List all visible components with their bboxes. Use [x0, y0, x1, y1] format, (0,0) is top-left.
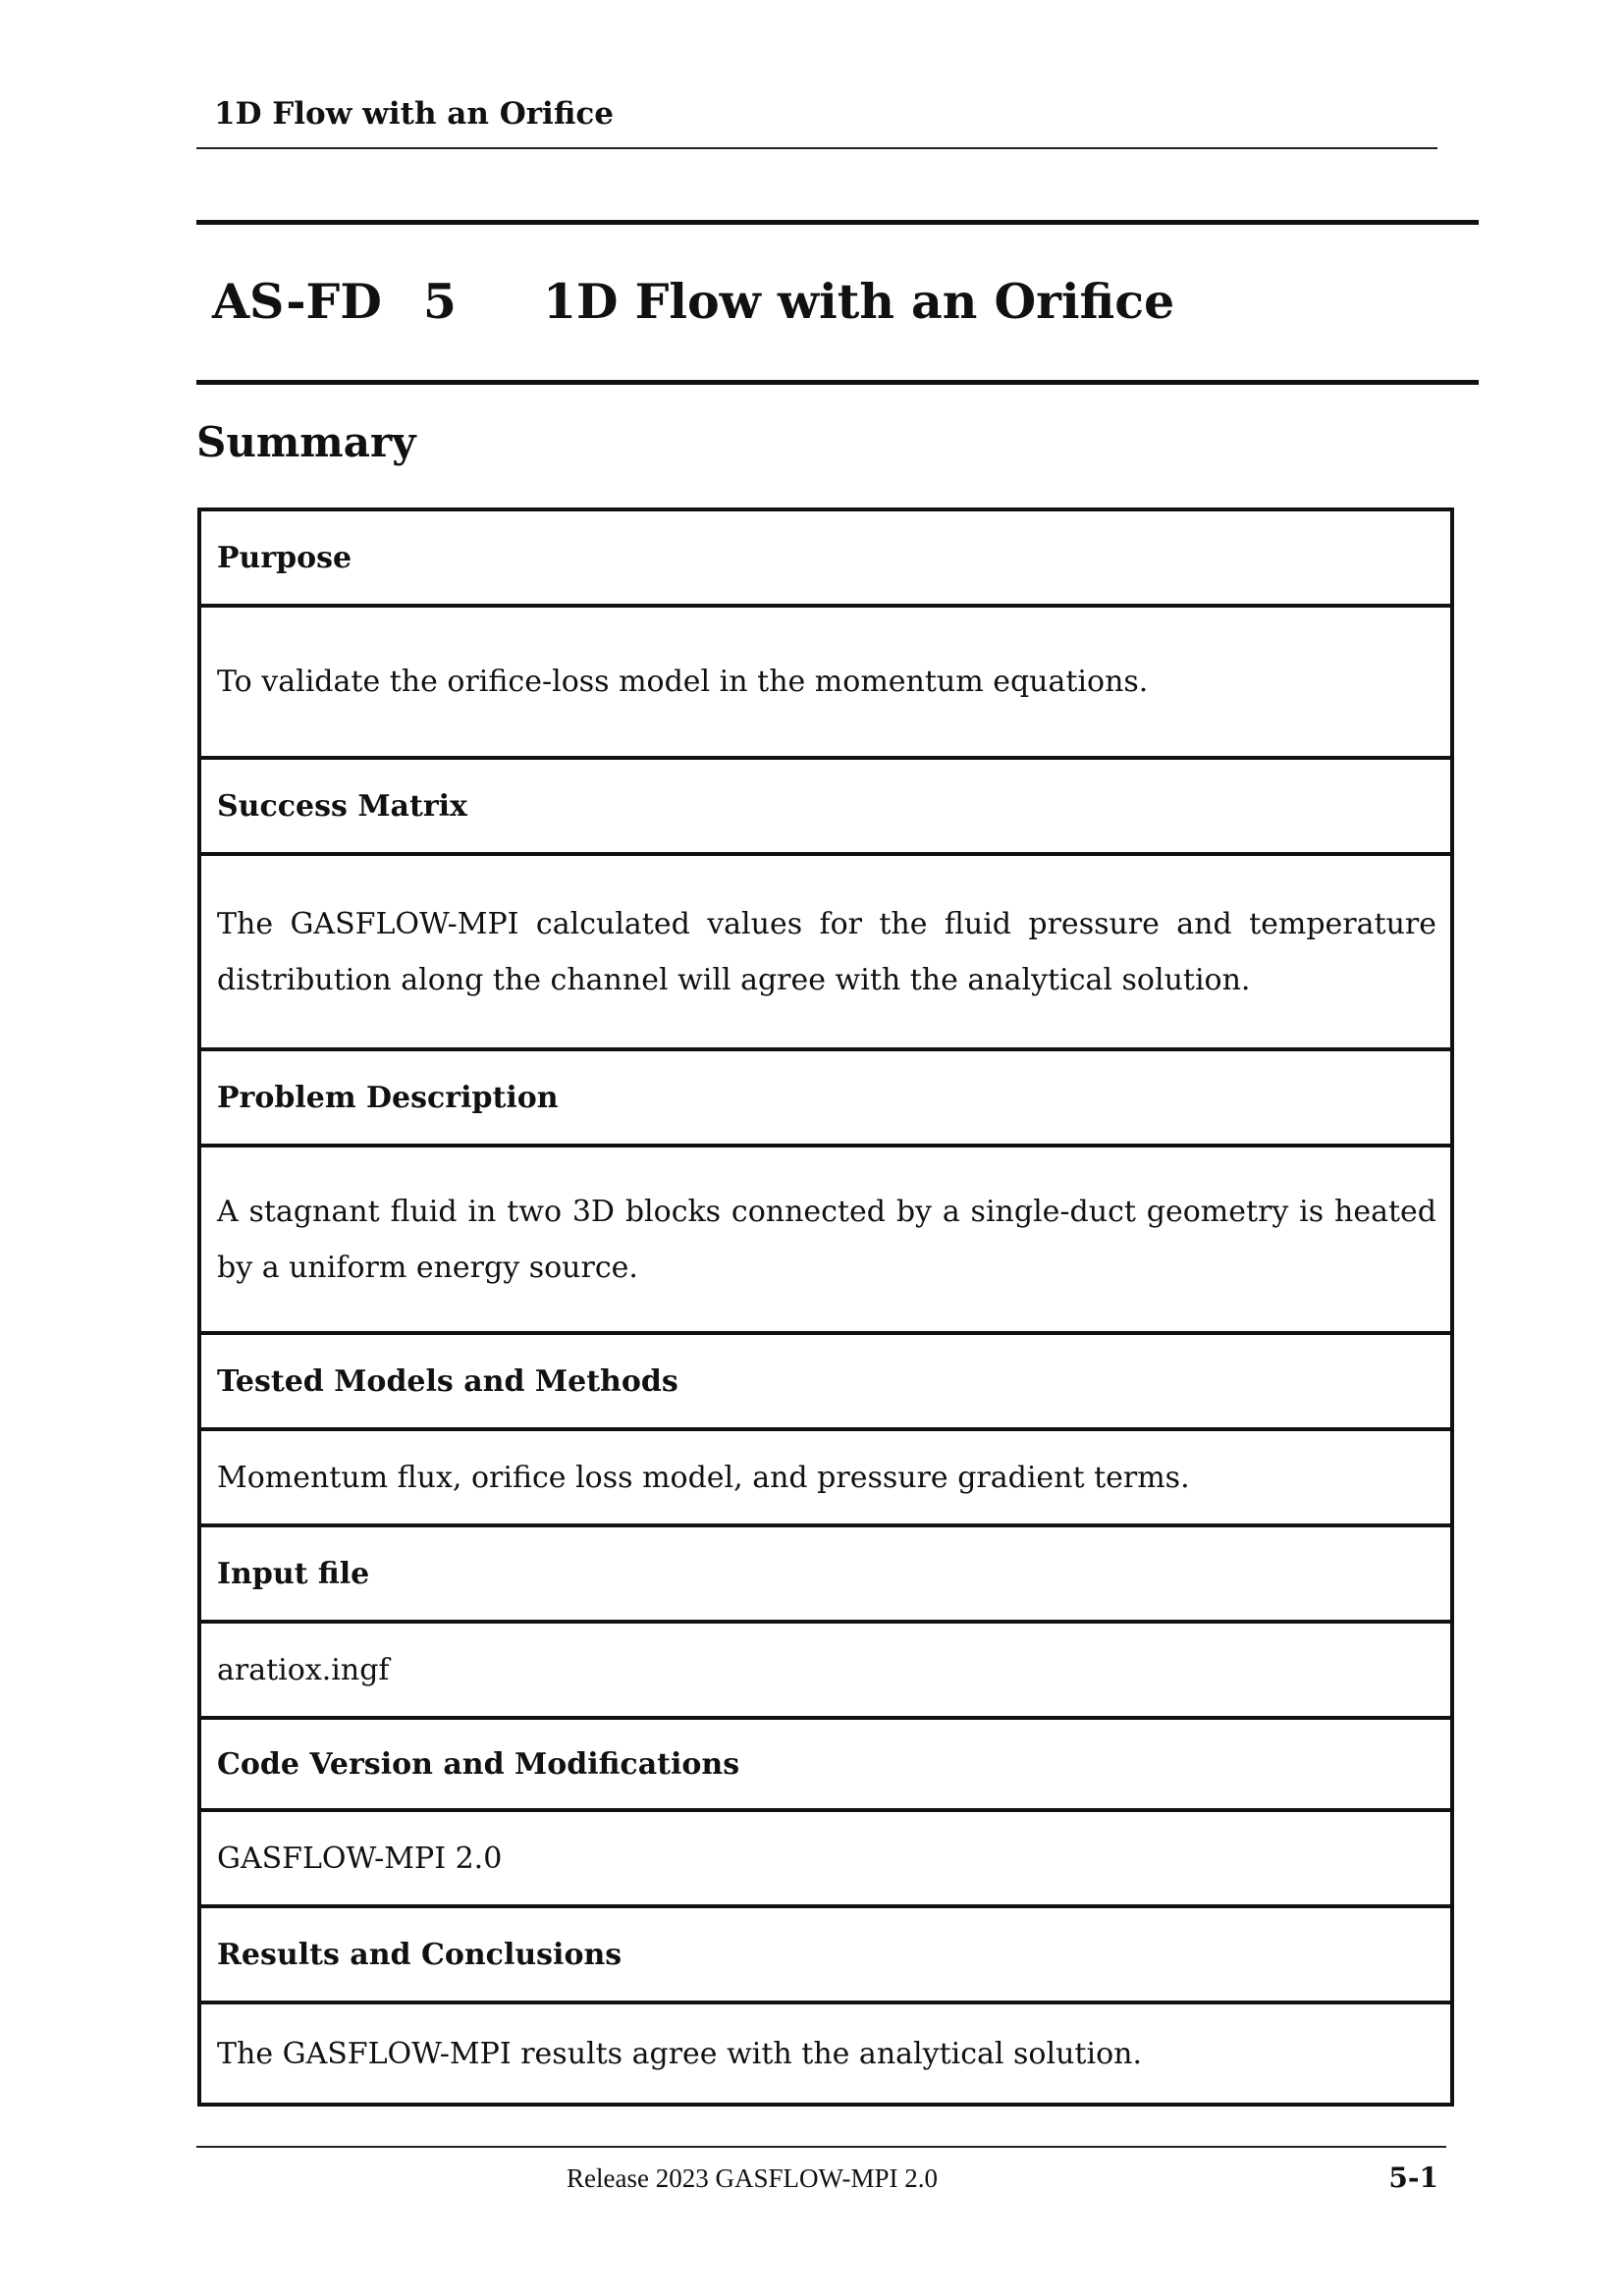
results-text: The GASFLOW-MPI results agree with the analytical solution.: [217, 2036, 1142, 2071]
code-label: Code Version and Modifications: [217, 1746, 740, 1782]
input-label-row: [201, 1527, 1450, 1624]
running-header: [196, 94, 1437, 149]
purpose-text-row: [201, 608, 1450, 760]
success-label-row: [201, 760, 1450, 856]
chapter-name: 1D Flow with an Orifice: [542, 273, 1175, 330]
input-label: Input file: [217, 1556, 370, 1591]
chapter-code: AS-FD: [212, 273, 382, 330]
purpose-label: Purpose: [217, 540, 352, 575]
chapter-number: 5: [422, 273, 457, 330]
footer-release: Release 2023 GASFLOW-MPI 2.0: [567, 2163, 938, 2193]
success-text: The GASFLOW-MPI calculated values for the fluid pressure and temperature distribution along the channel will agree with the analytical solution.: [217, 906, 1436, 997]
models-label-row: [201, 1335, 1450, 1431]
problem-text: A stagnant fluid in two 3D blocks connected by a single-duct geometry is heated by a uniform energy source.: [217, 1194, 1436, 1285]
page-footer: [196, 2146, 1446, 2194]
success-label: Success Matrix: [217, 788, 467, 824]
problem-text-row: [201, 1148, 1450, 1335]
code-text: GASFLOW-MPI 2.0: [217, 1841, 503, 1876]
results-label-row: [201, 1908, 1450, 2004]
chapter-title: [212, 273, 1174, 330]
results-text-row: [201, 2004, 1450, 2103]
page-number: 5-1: [1388, 2162, 1438, 2194]
code-label-row: [201, 1720, 1450, 1812]
models-text-row: [201, 1431, 1450, 1527]
running-header-title: 1D Flow with an Orifice: [214, 96, 614, 132]
success-text-row: [201, 856, 1450, 1051]
problem-label-row: [201, 1051, 1450, 1148]
summary-table: [197, 507, 1454, 2107]
purpose-text: To validate the orifice-loss model in the momentum equations.: [217, 665, 1149, 699]
purpose-label-row: [201, 511, 1450, 608]
code-text-row: [201, 1812, 1450, 1908]
problem-label: Problem Description: [217, 1080, 559, 1115]
section-heading: Summary: [196, 418, 416, 466]
chapter-rule-top: [196, 220, 1479, 225]
input-text: aratiox.ingf: [217, 1652, 390, 1687]
models-label: Tested Models and Methods: [217, 1363, 678, 1399]
results-label: Results and Conclusions: [217, 1937, 623, 1972]
input-text-row: [201, 1624, 1450, 1720]
chapter-rule-bottom: [196, 380, 1479, 385]
models-text: Momentum flux, orifice loss model, and pressure gradient terms.: [217, 1460, 1190, 1495]
